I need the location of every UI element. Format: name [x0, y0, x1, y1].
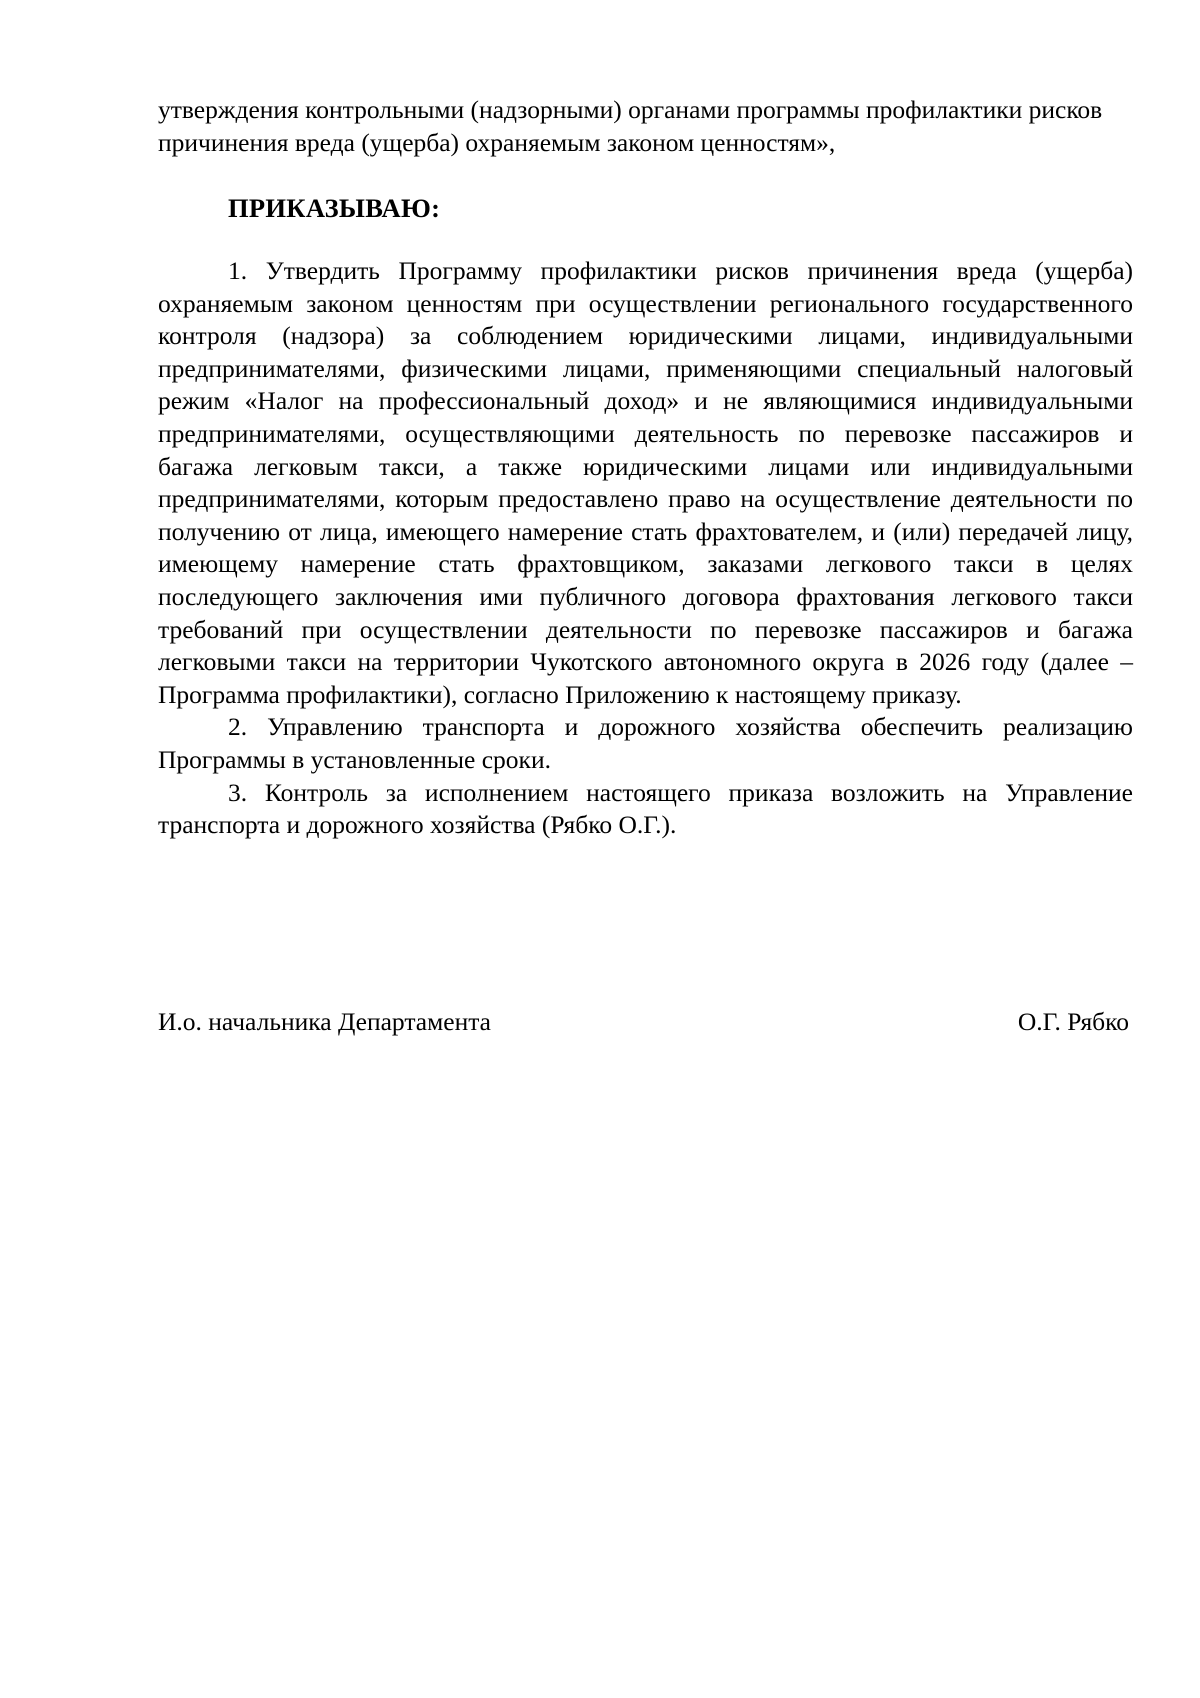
order-item-1: 1. Утвердить Программу профилактики рисков причинения вреда (ущерба) охраняемым законом ценностям при осуществлении регионального государственного контроля (надзора) за соблюдением юридическими лицами, индивидуальными предпринимателями, физическими лицами, применяющими специальный налоговый режим «Налог на профессиональный доход» и не являющимися индивидуальными предпринимателями, осуществляющими деятельность по перевозке пассажиров и багажа легковым такси, а также юридическими лицами или индивидуальными предпринимателями, которым предоставлено право на осуществление деятельности по получению от лица, имеющего намерение стать фрахтователем, и (или) передачей лицу, имеющему намерение стать фрахтовщиком, заказами легкового такси в целях последующего заключения ими публичного договора фрахтования легкового такси требований при осуществлении деятельности по перевозке пассажиров и багажа легковыми такси на территории Чукотского автономного округа в 2026 году (далее – Программа профилактики), согласно Приложению к настоящему приказу. — [158, 256, 1133, 709]
order-items — [158, 255, 1133, 842]
signatory-name: О.Г. Рябко — [1017, 1007, 1129, 1036]
signature-block — [158, 1006, 1133, 1040]
order-heading: ПРИКАЗЫВАЮ: — [228, 193, 441, 223]
order-item-3: 3. Контроль за исполнением настоящего приказа возложить на Управление транспорта и дорожного хозяйства (Рябко О.Г.). — [158, 777, 1133, 840]
signatory-title: И.о. начальника Департамента — [158, 1007, 491, 1036]
intro-paragraph: утверждения контрольными (надзорными) органами программы профилактики рисков причинения вреда (ущерба) охраняемым законом ценностям», — [158, 95, 1103, 157]
order-item-2: 2. Управлению транспорта и дорожного хозяйства обеспечить реализацию Программы в установленные сроки. — [158, 712, 1133, 774]
